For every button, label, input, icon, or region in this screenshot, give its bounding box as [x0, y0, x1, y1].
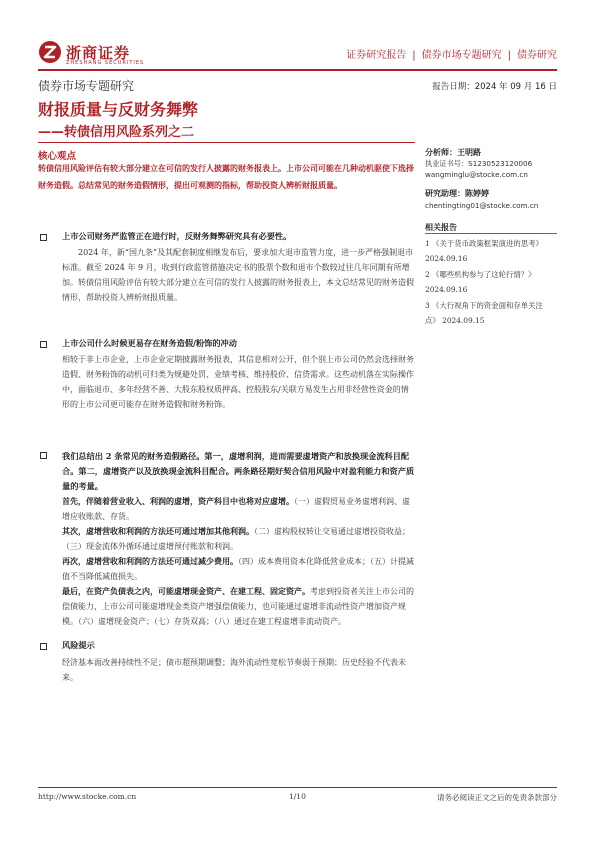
assistant-name: 研究助理：陈婷婷: [425, 188, 489, 198]
footer-disclaimer: 请务必阅读正文之后的免责条款部分: [437, 793, 557, 802]
report-date: 报告日期：2024 年 09 月 16 日: [432, 82, 557, 92]
related-divider: [425, 233, 557, 234]
section-title: 我们总结出 2 条常见的财务造假路径。第一，虚增利润，进而需要虚增资产和放换现金流科目配合。第二，虚增资产以及放换现金流科目配合。两条路径期好契合信用风险中对盈利能力和资产质量的考量。: [62, 451, 415, 491]
section-paragraph: 经济基本面改善持续性不足；债市超预期调整；海外流动性宽松节奏弱于预期；历史经验不代表未来。: [62, 658, 406, 682]
section-paragraph: 相较于非上市企业，上市企业定期披露财务报表，其信息相对公开，但个别上市公司仍然会选择财务造假、财务粉饰的动机可归类为规避处罚、业绩考核、维持股价、信贷需求。这些动机落在实际操作中，面临退市、多年经营不善、大股东股权质押高、控股股东/关联方易发生占用非经营性资金的情形的上市公司更可能存在财务造假和财务粉饰。: [62, 355, 414, 409]
section-bullet-icon: [40, 452, 47, 459]
related-reports-label: 相关报告: [425, 222, 457, 232]
page-number: 1/10: [289, 792, 306, 801]
analyst-name: 分析师：王明路: [425, 147, 481, 157]
page-subtitle: ——转债信用风险系列之二: [38, 125, 195, 140]
assistant-email[interactable]: chentingting01@stocke.com.cn: [425, 201, 539, 210]
page-title: 财报质量与反财务舞弊: [38, 100, 199, 119]
analyst-email[interactable]: wangminglu@stocke.com.cn: [425, 170, 528, 179]
section-bullet-icon: [40, 341, 47, 348]
report-category: 债券市场专题研究: [38, 79, 135, 93]
breadcrumb-item: 债券市场专题研究: [421, 50, 502, 61]
analyst-certificate: 执业证书号：S1230523120006: [425, 159, 533, 168]
list-item: 再次，虚增营收和利润的方法还可通过减少费用。（四）成本费用资本化降低营业成本；（五）计提减值不当降低减值损失。: [62, 556, 414, 581]
section-paragraph: 2024 年，新“国九条”及其配套制度相继发布后，要求加大退市监管力度，进一步严格强制退市标准。截至 2024 年 9 月，收到行政监管措施决定书的股票个数和退市个数较过往几年同期有所增加。转债信用风险评估有较大部分建立在可信的发行人披露的财务报表上，本文总结常见的财务造假情形，帮助投资人辨析财报质量。: [62, 248, 414, 302]
title-divider: [38, 142, 415, 143]
section-title: 上市公司财务严监管正在进行时，反财务舞弊研究具有必要性。: [62, 231, 292, 241]
related-report-link[interactable]: 1 《关于货币政策框架演进的思考》 2024.09.16: [425, 239, 543, 263]
related-report-link[interactable]: 3 《大行视角下的资金面和存单关注点》 2024.09.15: [425, 301, 543, 325]
section-items: [62, 494, 415, 629]
list-item: 最后，在资产负债表之内，可能虚增现金资产、在建工程、固定资产。考虑到投资者关注上市公司的偿债能力，上市公司可能虚增现金类资产增强偿债能力，也可能通过虚增非流动性资产增加资产规模。（六）虚增现金资产；（七）存货双高；（八）通过在建工程虚增非流动资产。: [62, 586, 414, 626]
logo-english-name: ZHESHANG SECURITIES: [66, 60, 145, 66]
footer-divider: [38, 787, 557, 788]
core-view-label: 核心观点: [38, 151, 77, 162]
breadcrumb-item: 债券研究: [517, 50, 557, 61]
list-item: 首先，伴随着营业收入、利润的虚增，资产科目中也将对应虚增。（一）虚假贸易业务虚增利润、虚增应收账款、存货。: [62, 496, 410, 521]
section-title: 风险提示: [62, 640, 95, 650]
related-report-link[interactable]: 2 《哪些机构参与了这轮行情？》 2024.09.16: [425, 270, 536, 294]
footer-url[interactable]: http://www.stocke.com.cn: [38, 792, 137, 801]
section-bullet-icon: [40, 643, 47, 650]
logo-name: 浙商证券: [66, 44, 131, 62]
section-bullet-icon: [40, 234, 47, 241]
company-logo-icon: [38, 40, 62, 64]
header-breadcrumb: 证券研究报告 | 债券市场专题研究 | 债券研究: [346, 50, 557, 61]
breadcrumb-item: 证券研究报告: [346, 50, 407, 61]
list-item: 其次，虚增营收和利润的方法还可通过增加其他利润。（二）虚构股权转让交易通过虚增投资收益；（三）现金流体外循环通过虚增预付账款和利润。: [62, 526, 410, 551]
header-divider: [38, 69, 557, 71]
section-title: 上市公司什么时候更易存在财务造假/粉饰的冲动: [62, 338, 237, 348]
core-view-text: 转债信用风险评估有较大部分建立在可信的发行人披露的财务报表上。上市公司可能在几种动机驱使下选择财务造假。总结常见的财务造假情形，提出可观测的指标，帮助投资人辨析财报质量。: [38, 163, 414, 190]
